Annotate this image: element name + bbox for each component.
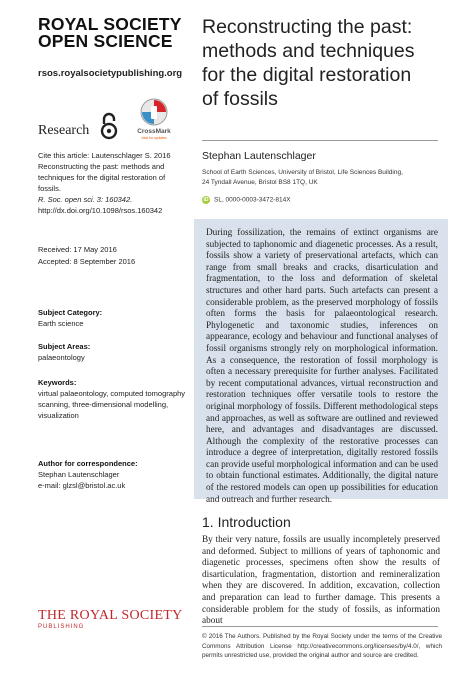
keywords-line: visualization [38, 411, 79, 420]
license-text: © 2016 The Authors. Published by the Royal Society under the terms of the Creative Commons Attribution License http://creativecommons.org/licenses/by/4.0/, which permits unrestricted use, provided the original author and source are credited. [202, 633, 442, 659]
journal-title [38, 16, 182, 50]
crossmark-icon [134, 97, 174, 129]
keywords-heading: Keywords: [38, 378, 77, 387]
license-divider [202, 626, 438, 627]
affiliation-line: School of Earth Sciences, University of Bristol, Life Sciences Building, [202, 169, 403, 176]
citation-block [38, 150, 188, 216]
citation-line: Reconstructing the past: methods and [38, 162, 165, 171]
keywords-line: virtual palaeontology, computed tomography [38, 389, 186, 398]
subject-areas-value: palaeontology [38, 353, 85, 362]
citation-doi-link[interactable]: http://dx.doi.org/10.1098/rsos.160342 [38, 206, 163, 215]
keywords [38, 377, 188, 421]
publisher-logo: THE ROYAL SOCIETY [38, 608, 183, 623]
journal-title-line1: ROYAL SOCIETY [38, 14, 182, 34]
open-access-icon [100, 112, 118, 140]
abstract-text: During fossilization, the remains of extinct organisms are subjected to taphonomic and diagenetic processes. As a result, fossils show a variety of preservational artefacts, which can range from small breaks and cracks, disarticulation and fragmentation, to the loss and deformation of skeletal structures and other hard parts. Such artefacts can present a considerable problem, as the preserved morphology of fossils often forms the basis for palaeontological research. Phylogenetic and taxonomic studies, inferences on appearance, ecology and behaviour and functional analyses of fossil organisms strongly rely on morphological information. As a consequence, the restoration of fossil morphology is often a necessary prerequisite for further analyses. Facilitated by recent computational advances, virtual reconstruction and restoration techniques offer versatile tools to restore the original morphology of fossils. Different methodological steps and approaches, as well as software are outlined and reviewed here, and advantages and disadvantages are discussed. Although the complexity of the restorative processes can introduce a degree of interpretation, digitally restored fossils can provide useful morphological information and can be used to obtain functional estimates. Additionally, the digital nature of the restored models can open up possibilities for education and outreach and further research. [206, 228, 438, 505]
affiliation-line: 24 Tyndall Avenue, Bristol BS8 1TQ, UK [202, 178, 318, 186]
dates-block [38, 244, 188, 267]
paper-title-line: Reconstructing the past: [202, 16, 413, 38]
keywords-line: scanning, three-dimensional modelling, [38, 400, 169, 409]
paper-title-line: of fossils [202, 88, 278, 110]
orcid-line [202, 196, 291, 204]
paper-title-line: methods and techniques [202, 40, 415, 62]
introduction-text: By their very nature, fossils are usually incompletely preserved and deformed. Subject to millions of years of taphonomic and diagenetic processes, specimens often show the results of disarticulation, fragmentation, distortion and remineralization when they are discovered. In addition, excavation, collection and preparation can lead to further damage. This presents a considerable problem for the study of fossils, as information about [202, 535, 440, 627]
correspondence-email-link[interactable]: e-mail: glzsl@bristol.ac.uk [38, 481, 126, 490]
crossmark-sublabel: click for updates [141, 136, 167, 140]
subject-areas-heading: Subject Areas: [38, 342, 91, 351]
publisher-logo-sub: PUBLISHING [38, 624, 85, 630]
author-name: Stephan Lautenschlager [202, 150, 316, 162]
received-date: Received: 17 May 2016 [38, 245, 117, 254]
affiliation [202, 168, 442, 187]
crossmark-label: CrossMark [137, 128, 171, 135]
article-type-label: Research [38, 123, 90, 138]
accepted-date: Accepted: 8 September 2016 [38, 256, 136, 266]
citation-journal-ref: R. Soc. open sci. 3: 160342. [38, 195, 133, 204]
correspondence-name: Stephan Lautenschlager [38, 470, 120, 479]
subject-category-heading: Subject Category: [38, 308, 103, 317]
section-heading-introduction: 1. Introduction [202, 514, 291, 530]
subject-category-value: Earth science [38, 319, 84, 328]
paper-title [202, 15, 457, 111]
correspondence-heading: Author for correspondence: [38, 459, 138, 468]
title-divider [202, 140, 438, 141]
journal-title-line2: OPEN SCIENCE [38, 31, 173, 51]
crossmark-badge[interactable] [134, 97, 174, 145]
subject-category [38, 307, 188, 329]
paper-title-line: for the digital restoration [202, 64, 412, 86]
abstract-box [194, 219, 448, 505]
journal-url-link[interactable]: rsos.royalsocietypublishing.org [38, 68, 183, 79]
orcid-icon: iD [203, 197, 209, 203]
correspondence [38, 458, 188, 491]
citation-line: techniques for the digital restoration of fossils. [38, 173, 166, 193]
orcid-link[interactable]: SL, 0000-0003-3472-814X [214, 196, 291, 204]
subject-areas [38, 341, 188, 363]
citation-line: Cite this article: Lautenschlager S. 2016 [38, 151, 171, 160]
